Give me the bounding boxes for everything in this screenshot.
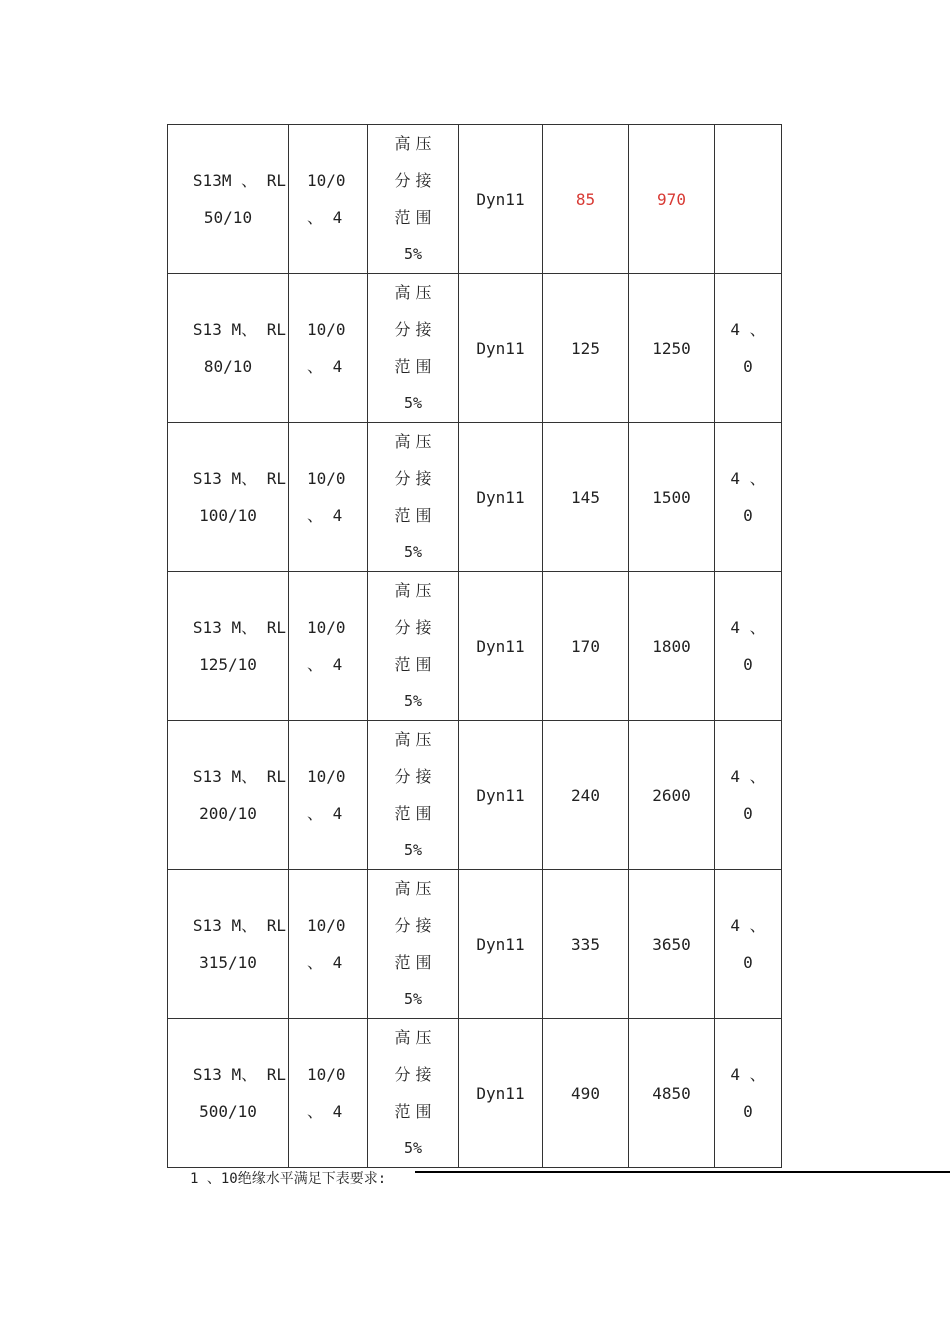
voltage-cell <box>289 423 368 572</box>
model-line2: 200/10 <box>199 804 257 823</box>
tap-line2: 分 接 <box>394 171 432 190</box>
tap-line1: 高 压 <box>394 730 432 749</box>
no-load-loss-cell: 490 <box>543 1019 629 1168</box>
model-cell <box>168 274 289 423</box>
table-row <box>168 870 782 1019</box>
table-row <box>168 721 782 870</box>
tap-line2: 分 接 <box>394 320 432 339</box>
load-loss-cell: 1800 <box>629 572 715 721</box>
tap-line4: 5% <box>403 1139 423 1157</box>
tap-line4: 5% <box>403 841 423 859</box>
voltage-line2: 、 4 <box>307 953 343 972</box>
model-line2: 80/10 <box>203 357 253 376</box>
model-line2: 315/10 <box>199 953 257 972</box>
table-row <box>168 572 782 721</box>
tap-line3: 范 围 <box>394 804 432 823</box>
connection-cell: Dyn11 <box>459 721 543 870</box>
voltage-line2: 、 4 <box>307 804 343 823</box>
load-loss-cell: 4850 <box>629 1019 715 1168</box>
load-loss-cell: 970 <box>629 125 715 274</box>
no-load-loss-cell: 85 <box>543 125 629 274</box>
tap-range-cell <box>368 274 459 423</box>
no-load-loss-cell: 240 <box>543 721 629 870</box>
voltage-line2: 、 4 <box>307 1102 343 1121</box>
no-load-loss-cell: 335 <box>543 870 629 1019</box>
model-line1: S13 M、 RL <box>192 767 286 786</box>
voltage-cell <box>289 1019 368 1168</box>
tap-line3: 范 围 <box>394 506 432 525</box>
tap-line1: 高 压 <box>394 581 432 600</box>
voltage-line2: 、 4 <box>307 208 343 227</box>
load-loss-cell: 1500 <box>629 423 715 572</box>
voltage-cell <box>289 870 368 1019</box>
impedance-line2: 0 <box>743 655 753 674</box>
connection-cell: Dyn11 <box>459 274 543 423</box>
model-cell <box>168 1019 289 1168</box>
voltage-line1: 10/0 <box>307 469 346 488</box>
impedance-line1: 4 、 <box>730 767 766 786</box>
no-load-loss-cell: 145 <box>543 423 629 572</box>
impedance-line1: 4 、 <box>730 916 766 935</box>
tap-range-cell <box>368 870 459 1019</box>
no-load-loss-cell: 125 <box>543 274 629 423</box>
voltage-line2: 、 4 <box>307 506 343 525</box>
tap-line2: 分 接 <box>394 618 432 637</box>
tap-range-cell <box>368 423 459 572</box>
tap-line1: 高 压 <box>394 432 432 451</box>
tap-range-cell <box>368 125 459 274</box>
model-cell <box>168 870 289 1019</box>
tap-line4: 5% <box>403 990 423 1008</box>
tap-line3: 范 围 <box>394 208 432 227</box>
table-row <box>168 423 782 572</box>
model-line1: S13 M、 RL <box>192 916 286 935</box>
tap-range-cell <box>368 572 459 721</box>
impedance-line2: 0 <box>743 357 753 376</box>
table-row <box>168 274 782 423</box>
impedance-line1: 4 、 <box>730 320 766 339</box>
tap-line2: 分 接 <box>394 916 432 935</box>
tap-line3: 范 围 <box>394 357 432 376</box>
load-loss-cell: 1250 <box>629 274 715 423</box>
footnote-text: 1 、10绝缘水平满足下表要求: <box>190 1171 387 1187</box>
tap-line3: 范 围 <box>394 953 432 972</box>
impedance-cell <box>715 870 782 1019</box>
tap-line3: 范 围 <box>394 1102 432 1121</box>
tap-line4: 5% <box>403 394 423 412</box>
model-cell <box>168 423 289 572</box>
model-line2: 100/10 <box>199 506 257 525</box>
tap-range-cell <box>368 721 459 870</box>
impedance-cell <box>715 572 782 721</box>
impedance-line2: 0 <box>743 804 753 823</box>
connection-cell: Dyn11 <box>459 125 543 274</box>
tap-line4: 5% <box>403 692 423 710</box>
connection-cell: Dyn11 <box>459 870 543 1019</box>
table-row <box>168 1019 782 1168</box>
model-line2: 50/10 <box>203 208 253 227</box>
model-line2: 125/10 <box>199 655 257 674</box>
connection-cell: Dyn11 <box>459 423 543 572</box>
impedance-line1: 4 、 <box>730 1065 766 1084</box>
model-line1: S13M 、 RL <box>192 171 286 190</box>
impedance-cell <box>715 274 782 423</box>
voltage-line1: 10/0 <box>307 171 346 190</box>
tap-line2: 分 接 <box>394 1065 432 1084</box>
voltage-line1: 10/0 <box>307 767 346 786</box>
voltage-cell <box>289 572 368 721</box>
impedance-line2: 0 <box>743 506 753 525</box>
model-line1: S13 M、 RL <box>192 320 286 339</box>
tap-line1: 高 压 <box>394 283 432 302</box>
no-load-loss-cell: 170 <box>543 572 629 721</box>
model-line2: 500/10 <box>199 1102 257 1121</box>
model-line1: S13 M、 RL <box>192 1065 286 1084</box>
impedance-line1: 4 、 <box>730 469 766 488</box>
model-line1: S13 M、 RL <box>192 618 286 637</box>
impedance-line2: 0 <box>743 1102 753 1121</box>
impedance-cell <box>715 423 782 572</box>
model-line1: S13 M、 RL <box>192 469 286 488</box>
tap-line1: 高 压 <box>394 879 432 898</box>
tap-line4: 5% <box>403 543 423 561</box>
voltage-line1: 10/0 <box>307 1065 346 1084</box>
model-cell <box>168 721 289 870</box>
table-row <box>168 125 782 274</box>
horizontal-rule <box>415 1171 950 1173</box>
tap-line1: 高 压 <box>394 134 432 153</box>
connection-cell: Dyn11 <box>459 572 543 721</box>
tap-line4: 5% <box>403 245 423 263</box>
tap-line3: 范 围 <box>394 655 432 674</box>
voltage-line1: 10/0 <box>307 618 346 637</box>
load-loss-cell: 2600 <box>629 721 715 870</box>
tap-line2: 分 接 <box>394 767 432 786</box>
voltage-line2: 、 4 <box>307 357 343 376</box>
tap-line1: 高 压 <box>394 1028 432 1047</box>
connection-cell: Dyn11 <box>459 1019 543 1168</box>
transformer-spec-table <box>167 124 782 1168</box>
voltage-cell <box>289 721 368 870</box>
voltage-line1: 10/0 <box>307 320 346 339</box>
tap-line2: 分 接 <box>394 469 432 488</box>
tap-range-cell <box>368 1019 459 1168</box>
impedance-cell <box>715 721 782 870</box>
impedance-cell <box>715 125 782 274</box>
model-cell <box>168 572 289 721</box>
impedance-cell <box>715 1019 782 1168</box>
voltage-cell <box>289 274 368 423</box>
model-cell <box>168 125 289 274</box>
voltage-line2: 、 4 <box>307 655 343 674</box>
load-loss-cell: 3650 <box>629 870 715 1019</box>
impedance-line2: 0 <box>743 953 753 972</box>
voltage-cell <box>289 125 368 274</box>
voltage-line1: 10/0 <box>307 916 346 935</box>
impedance-line1: 4 、 <box>730 618 766 637</box>
